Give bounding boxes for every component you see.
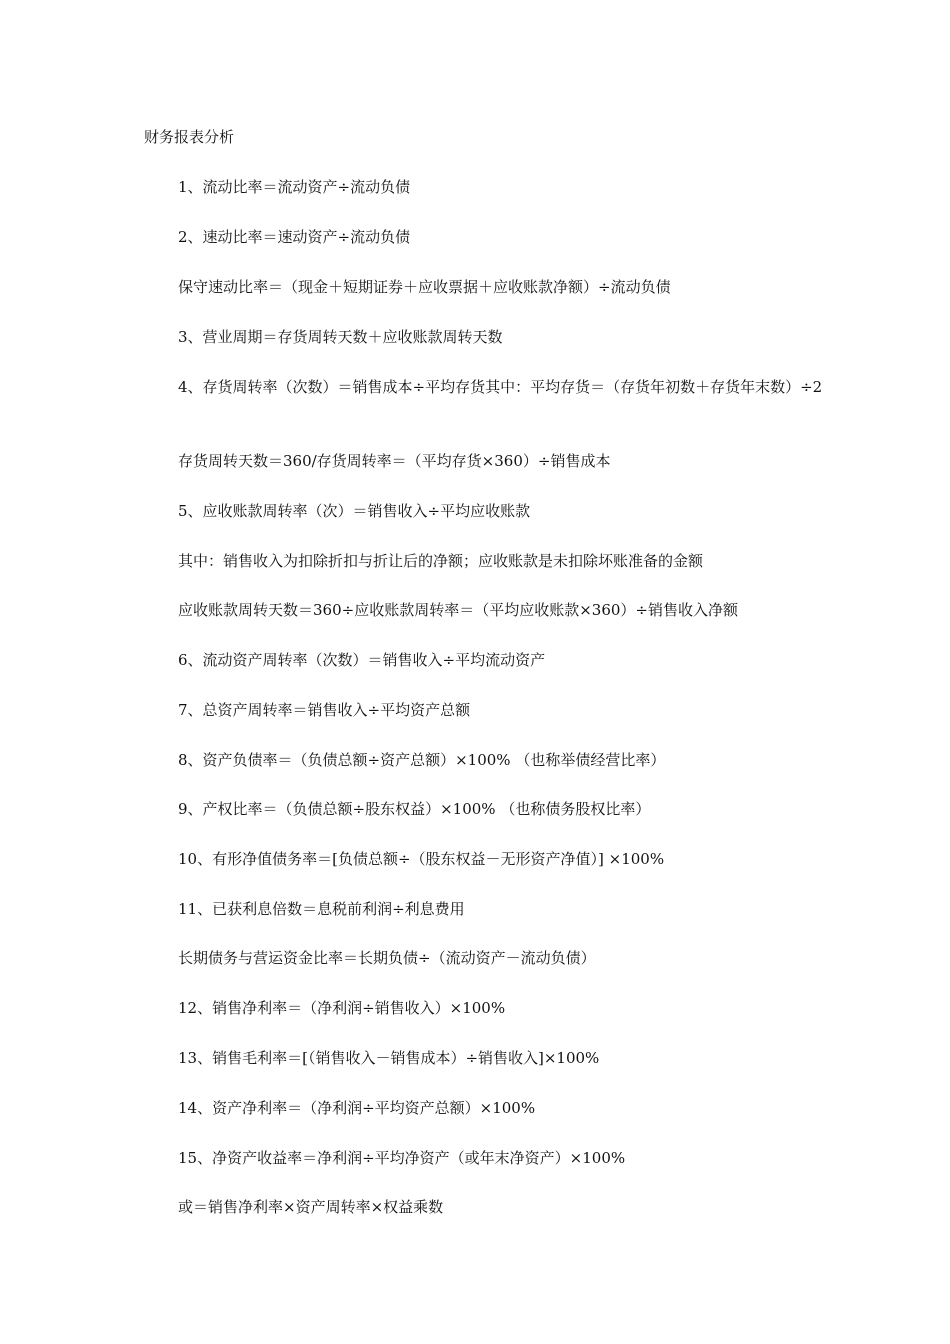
paragraph-interest-coverage: 11、已获利息倍数＝息税前利润÷利息费用	[178, 900, 465, 918]
paragraph-long-term-debt-working-capital: 长期债务与营运资金比率＝长期负债÷（流动资产－流动负债）	[178, 949, 596, 967]
paragraph-return-on-assets: 14、资产净利率＝（净利润÷平均资产总额）×100%	[178, 1099, 536, 1117]
paragraph-inventory-days: 存货周转天数＝360/存货周转率＝（平均存货×360）÷销售成本	[178, 452, 611, 470]
paragraph-return-on-equity: 15、净资产收益率＝净利润÷平均净资产（或年末净资产）×100%	[178, 1149, 626, 1167]
document-title: 财务报表分析	[144, 128, 235, 146]
paragraph-tangible-net-worth-debt: 10、有形净值债务率＝[负债总额÷（股东权益－无形资产净值）] ×100%	[178, 850, 665, 868]
paragraph-receivables-days: 应收账款周转天数＝360÷应收账款周转率＝（平均应收账款×360）÷销售收入净额	[178, 601, 738, 619]
paragraph-debt-ratio: 8、资产负债率＝（负债总额÷资产总额）×100% （也称举债经营比率）	[178, 751, 666, 769]
paragraph-net-profit-margin: 12、销售净利率＝（净利润÷销售收入）×100%	[178, 999, 506, 1017]
paragraph-operating-cycle: 3、营业周期＝存货周转天数＋应收账款周转天数	[178, 328, 503, 346]
paragraph-conservative-quick-ratio: 保守速动比率＝（现金＋短期证券＋应收票据＋应收账款净额）÷流动负债	[178, 278, 671, 296]
paragraph-receivables-note: 其中：销售收入为扣除折扣与折让后的净额；应收账款是未扣除坏账准备的金额	[178, 552, 704, 570]
paragraph-current-ratio: 1、流动比率＝流动资产÷流动负债	[178, 178, 411, 196]
paragraph-total-asset-turnover: 7、总资产周转率＝销售收入÷平均资产总额	[178, 701, 471, 719]
paragraph-current-asset-turnover: 6、流动资产周转率（次数）＝销售收入÷平均流动资产	[178, 651, 546, 669]
paragraph-gross-margin: 13、销售毛利率＝[（销售收入－销售成本）÷销售收入]×100%	[178, 1049, 600, 1067]
paragraph-equity-ratio: 9、产权比率＝（负债总额÷股东权益）×100% （也称债务股权比率）	[178, 800, 651, 818]
paragraph-quick-ratio: 2、速动比率＝速动资产÷流动负债	[178, 228, 411, 246]
paragraph-dupont-formula: 或＝销售净利率×资产周转率×权益乘数	[178, 1198, 444, 1216]
paragraph-inventory-turnover: 4、存货周转率（次数）＝销售成本÷平均存货其中：平均存货＝（存货年初数＋存货年末数）÷2	[178, 378, 823, 396]
paragraph-receivables-turnover: 5、应收账款周转率（次）＝销售收入÷平均应收账款	[178, 502, 531, 520]
